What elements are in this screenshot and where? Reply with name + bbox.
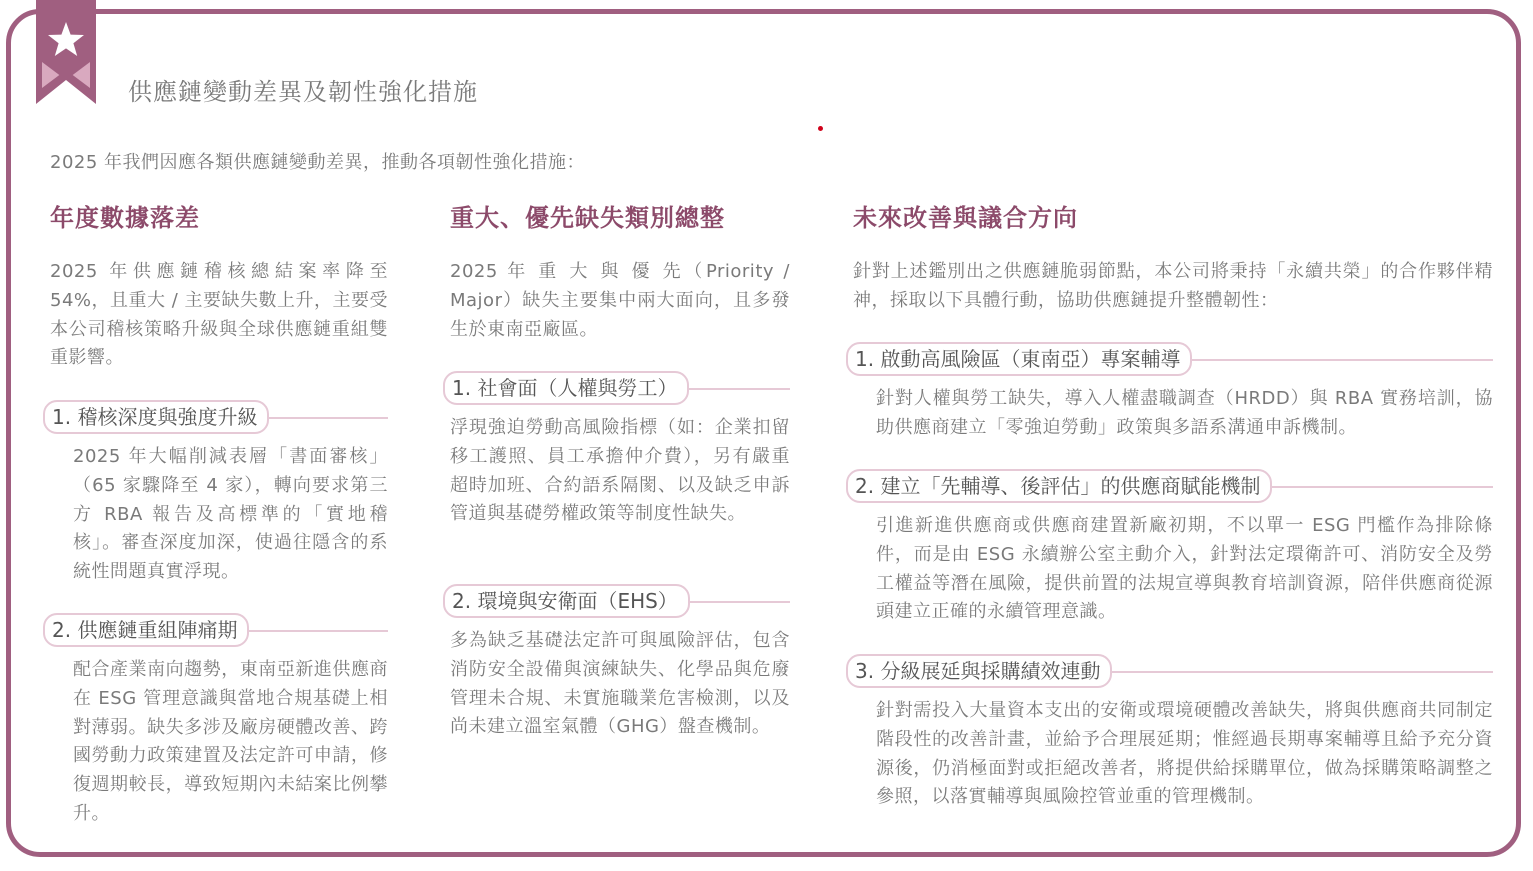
subsection-label: 3. 分級展延與採購績效連動 xyxy=(846,654,1112,688)
bookmark-star-icon xyxy=(34,0,98,108)
column-heading-data-gap: 年度數據落差 xyxy=(50,204,200,232)
column-heading-future-direction: 未來改善與議合方向 xyxy=(853,204,1078,232)
subsection-text: 針對需投入大量資本支出的安衛或環境硬體改善缺失，將與供應商共同制定階段性的改善計畫，並給予合理展延期；惟經過長期專案輔導且給予充分資源後，仍消極面對或拒絕改善者，將提供給採購單位，做為採購策略調整之參照，以落實輔導與風險控管並重的管理機制。 xyxy=(876,700,1493,808)
subsection-label: 1. 社會面（人權與勞工） xyxy=(443,371,689,405)
subsection-label: 2. 供應鏈重組陣痛期 xyxy=(43,613,249,647)
subsection-header xyxy=(43,400,388,436)
subsection-text: 配合產業南向趨勢，東南亞新進供應商在 ESG 管理意識與當地合規基礎上相對薄弱。缺失多涉及廠房硬體改善、跨國勞動力政策建置及法定許可申請，修復週期較長，導致短期內未結案比例攀升。 xyxy=(73,659,388,824)
page-title: 供應鏈變動差異及韌性強化措施 xyxy=(128,78,478,106)
subsection-text: 多為缺乏基礎法定許可與風險評估，包含消防安全設備與演練缺失、化學品與危廢管理未合規、未實施職業危害檢測，以及尚未建立溫室氣體（GHG）盤查機制。 xyxy=(450,630,790,738)
subsection-header xyxy=(443,371,790,407)
subsection-text: 浮現強迫勞動高風險指標（如：企業扣留移工護照、員工承擔仲介費），另有嚴重超時加班、合約語系隔閡、以及缺乏申訴管道與基礎勞權政策等制度性缺失。 xyxy=(450,417,790,525)
subsection-label: 1. 稽核深度與強度升級 xyxy=(43,400,269,434)
subsection-header xyxy=(846,342,1493,378)
subsection-label: 1. 啟動高風險區（東南亞）專案輔導 xyxy=(846,342,1192,376)
column-heading-major-findings: 重大、優先缺失類別總整 xyxy=(450,204,725,232)
column-paragraph: 針對上述鑑別出之供應鏈脆弱節點，本公司將秉持「永續共榮」的合作夥伴精神，採取以下具體行動，協助供應鏈提升整體韌性： xyxy=(853,261,1493,311)
column-paragraph: 2025 年 重 大 與 優 先（Priority / Major）缺失主要集中兩大面向，且多發生於東南亞廠區。 xyxy=(450,261,790,340)
subsection-label: 2. 環境與安衛面（EHS） xyxy=(443,584,690,618)
subsection-text: 2025 年大幅削減表層「書面審核」（65 家驟降至 4 家），轉向要求第三方 RBA 報告及高標準的「實地稽核」。審查深度加深，使過往隱含的系統性問題真實浮現。 xyxy=(73,446,388,583)
subsection-header xyxy=(43,613,388,649)
subsection-label: 2. 建立「先輔導、後評估」的供應商賦能機制 xyxy=(846,469,1272,503)
subsection-header xyxy=(846,469,1493,505)
accent-dot xyxy=(818,126,823,131)
subsection-header xyxy=(846,654,1493,690)
intro-text: 2025 年我們因應各類供應鏈變動差異，推動各項韌性強化措施： xyxy=(50,152,586,173)
subsection-text: 引進新進供應商或供應商建置新廠初期，不以單一 ESG 門檻作為排除條件，而是由 ESG 永續辦公室主動介入，針對法定環衛許可、消防安全及勞工權益等潛在風險，提供前置的法規宣導與教育培訓資源，陪伴供應商從源頭建立正確的永續管理意識。 xyxy=(876,515,1493,623)
subsection-text: 針對人權與勞工缺失，導入人權盡職調查（HRDD）與 RBA 實務培訓，協助供應商建立「零強迫勞動」政策與多語系溝通申訴機制。 xyxy=(876,388,1493,438)
column-paragraph: 2025 年供應鏈稽核總結案率降至 54%，且重大 / 主要缺失數上升，主要受本公司稽核策略升級與全球供應鏈重組雙重影響。 xyxy=(50,261,389,369)
subsection-header xyxy=(443,584,790,620)
